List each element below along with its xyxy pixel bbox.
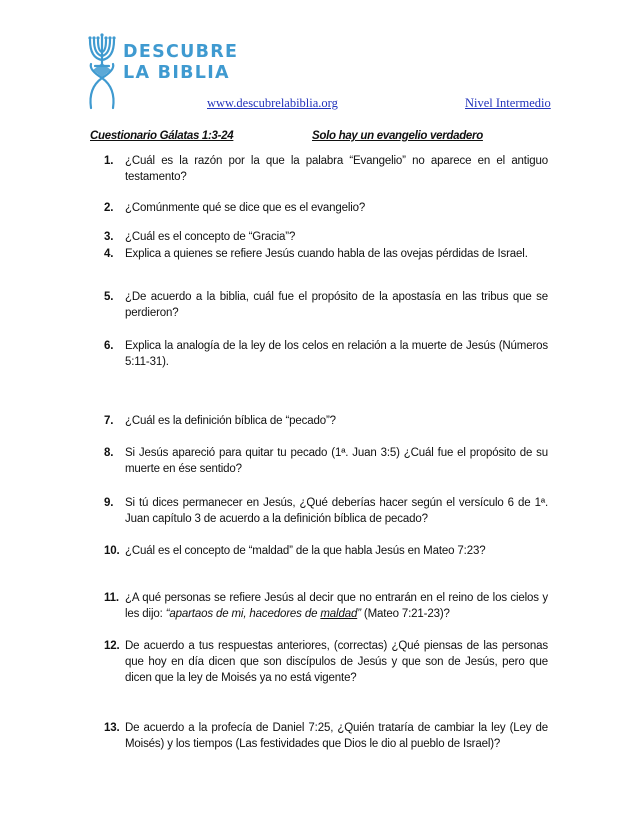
question-number: 1. bbox=[104, 155, 114, 167]
question-2 bbox=[104, 200, 548, 216]
question-12 bbox=[104, 638, 548, 686]
question-text: Si tú dices permanecer en Jesús, ¿Qué deberías hacer según el versículo 6 de 1ª. Juan capítulo 3 de acuerdo a la definición bíblica de pecado? bbox=[125, 497, 548, 525]
question-number: 3. bbox=[104, 231, 114, 243]
question-text: Explica a quienes se refiere Jesús cuando habla de las ovejas pérdidas de Israel. bbox=[125, 248, 528, 260]
quiz-title: Cuestionario Gálatas 1:3-24 bbox=[90, 130, 234, 142]
question-number: 8. bbox=[104, 447, 114, 459]
quote-text: “apartaos de mi, hacedores de bbox=[165, 608, 321, 620]
question-3 bbox=[104, 229, 548, 245]
question-text: De acuerdo a la profecía de Daniel 7:25, ¿Quién trataría de cambiar la ley (Ley de Moisés) y los tiempos (Las festividades que Dios le dio al pueblo de Israel)? bbox=[125, 722, 548, 750]
question-5 bbox=[104, 289, 548, 321]
question-number: 10. bbox=[104, 545, 120, 557]
question-number: 12. bbox=[104, 640, 120, 652]
question-number: 11. bbox=[104, 592, 119, 604]
question-text: ¿Cuál es el concepto de “maldad” de la que habla Jesús en Mateo 7:23? bbox=[125, 545, 486, 557]
logo-text bbox=[123, 42, 238, 84]
question-13 bbox=[104, 720, 548, 752]
question-number: 6. bbox=[104, 340, 114, 352]
question-11 bbox=[104, 590, 548, 622]
site-logo bbox=[85, 30, 239, 110]
question-8 bbox=[104, 445, 548, 477]
question-number: 7. bbox=[104, 415, 114, 427]
question-4 bbox=[104, 246, 548, 262]
question-text: ¿De acuerdo a la biblia, cuál fue el propósito de la apostasía en las tribus que se perdieron? bbox=[125, 291, 548, 319]
question-text: ¿Cuál es la razón por la que la palabra “Evangelio” no aparece en el antiguo testamento? bbox=[125, 155, 548, 183]
question-text: Si Jesús apareció para quitar tu pecado (1ª. Juan 3:5) ¿Cuál fue el propósito de su muerte en ése sentido? bbox=[125, 447, 548, 475]
question-7 bbox=[104, 413, 548, 429]
question-text: ¿Cuál es el concepto de “Gracia”? bbox=[125, 231, 296, 243]
question-text-before: ¿A qué personas se refiere Jesús al decir que no entrarán en el reino de los cielos y les dijo: bbox=[125, 592, 548, 620]
question-number: 9. bbox=[104, 497, 114, 509]
logo-line-1: DESCUBRE bbox=[123, 42, 239, 62]
question-9 bbox=[104, 495, 548, 527]
question-10 bbox=[104, 543, 548, 559]
menorah-fish-icon bbox=[85, 30, 125, 110]
website-link[interactable]: www.descubrelabiblia.org bbox=[207, 96, 338, 110]
quote-close: ” bbox=[357, 608, 361, 620]
question-text: ¿Comúnmente qué se dice que es el evangelio? bbox=[125, 202, 366, 214]
question-number: 2. bbox=[104, 202, 114, 214]
logo-line-2: LA BIBLIA bbox=[123, 63, 230, 83]
question-text bbox=[125, 590, 548, 622]
question-number: 5. bbox=[104, 291, 114, 303]
quiz-subtitle: Solo hay un evangelio verdadero bbox=[312, 130, 483, 142]
question-text: ¿Cuál es la definición bíblica de “pecado”? bbox=[125, 415, 336, 427]
level-link[interactable]: Nivel Intermedio bbox=[465, 96, 551, 110]
question-text: De acuerdo a tus respuestas anteriores, (correctas) ¿Qué piensas de las personas que hoy en día dicen que son discípulos de Jesús y que son de Jesús, pero que dicen que la ley de Moisés ya no está vigente? bbox=[125, 640, 548, 684]
question-number: 4. bbox=[104, 248, 114, 260]
quote-word-maldad: maldad bbox=[320, 608, 358, 620]
question-number: 13. bbox=[104, 722, 120, 734]
question-text-after: (Mateo 7:21-23)? bbox=[360, 608, 450, 620]
question-text: Explica la analogía de la ley de los celos en relación a la muerte de Jesús (Números 5:11-31). bbox=[125, 340, 548, 368]
question-6 bbox=[104, 338, 548, 370]
question-1 bbox=[104, 153, 548, 185]
